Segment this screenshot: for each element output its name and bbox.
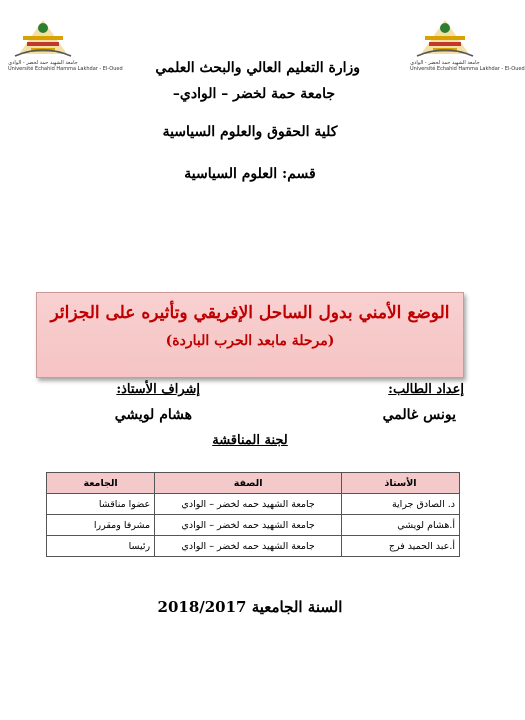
university-logo-right (410, 14, 525, 76)
table-row (47, 515, 460, 536)
logo-caption-latin: Université Echahid Hamma Lakhdar - El-Oued (410, 66, 525, 72)
logo-caption-arabic: جامعة الشهيد حمة لخضر - الوادي (410, 60, 480, 66)
table-cell: أ.عبد الحميد فرج (342, 536, 460, 557)
supervisor-label: إشراف الأستاذ: (116, 382, 200, 397)
table-cell: جامعة الشهيد حمه لخضر – الوادي (155, 515, 342, 536)
table-cell: أ.هشام لويشي (342, 515, 460, 536)
table-cell: عضوا مناقشا (47, 494, 155, 515)
thesis-title: الوضع الأمني بدول الساحل الإفريقي وتأثيره على الجزائر (50, 303, 450, 323)
university-name: جامعة حمة لخضر – الوادي– (172, 86, 335, 102)
table-cell: جامعة الشهيد حمه لخضر – الوادي (155, 494, 342, 515)
logo-caption-arabic: جامعة الشهيد حمة لخضر - الوادي (8, 60, 78, 66)
faculty-name: كلية الحقوق والعلوم السياسية (162, 124, 338, 140)
university-emblem-icon (13, 14, 73, 60)
table-header-row (47, 473, 460, 494)
university-emblem-icon (415, 14, 475, 60)
student-label: إعداد الطالب: (388, 382, 464, 397)
thesis-title-box (36, 292, 464, 378)
student-name: يونس غالمي (382, 407, 456, 423)
academic-year: السنة الجامعية 2018/2017 (157, 598, 343, 616)
table-cell: جامعة الشهيد حمه لخضر – الوادي (155, 536, 342, 557)
thesis-subtitle: (مرحلة مابعد الحرب الباردة) (165, 333, 335, 349)
ministry-name: وزارة التعليم العالي والبحث العلمي (155, 60, 360, 76)
table-header: الصفة (155, 473, 342, 494)
table-header: الأستاذ (342, 473, 460, 494)
table-cell: رئيسا (47, 536, 155, 557)
committee-table (46, 472, 460, 557)
committee-label: لجنة المناقشة (212, 433, 288, 448)
table-cell: مشرفا ومقررا (47, 515, 155, 536)
logo-caption-latin: Université Echahid Hamma Lakhdar - El-Oued (8, 66, 123, 72)
table-header: الجامعة (47, 473, 155, 494)
university-logo-left (8, 14, 123, 76)
table-cell: د. الصادق جراية (342, 494, 460, 515)
table-row (47, 536, 460, 557)
table-row (47, 494, 460, 515)
supervisor-name: هشام لويشي (114, 407, 192, 423)
department-name: قسم: العلوم السياسية (184, 166, 316, 182)
